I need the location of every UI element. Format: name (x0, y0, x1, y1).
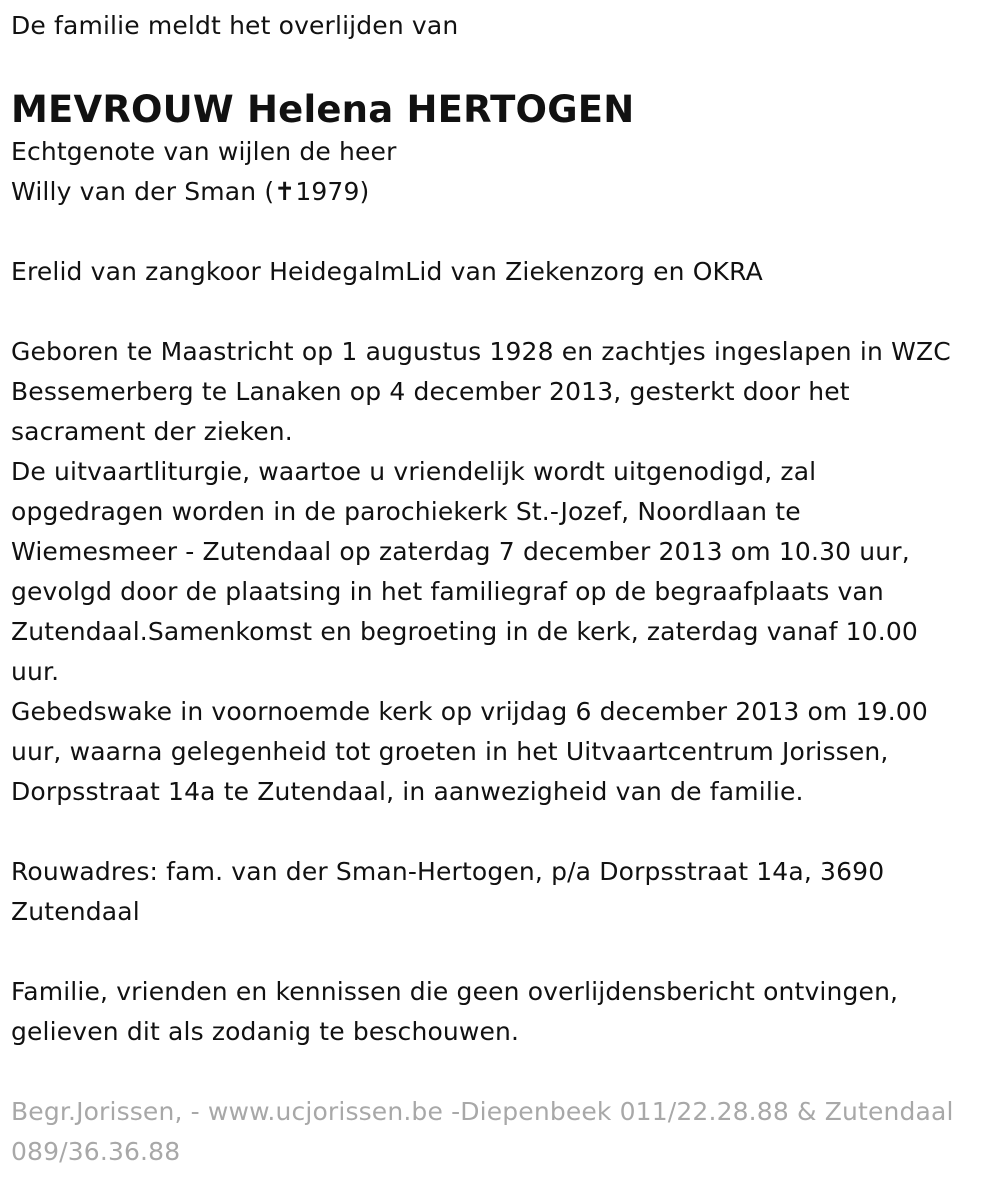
footer-line: Begr.Jorissen, - www.ucjorissen.be -Diepenbeek 011/22.28.88 & Zutendaal (11, 1097, 954, 1126)
details-line: gevolgd door de plaatsing in het familiegraf op de begraafplaats van (11, 577, 884, 606)
details-line: opgedragen worden in de parochiekerk St.-Jozef, Noordlaan te (11, 497, 801, 526)
deceased-name: MEVROUW Helena HERTOGEN (11, 88, 635, 131)
notice-line: Familie, vrienden en kennissen die geen overlijdensbericht ontvingen, (11, 977, 899, 1006)
footer-line: 089/36.36.88 (11, 1137, 181, 1166)
details-line: uur, waarna gelegenheid tot groeten in het Uitvaartcentrum Jorissen, (11, 737, 889, 766)
details-line: sacrament der zieken. (11, 417, 293, 446)
details-line: De uitvaartliturgie, waartoe u vriendelijk wordt uitgenodigd, zal (11, 457, 817, 486)
spacer (11, 932, 990, 972)
notice-line: gelieven dit als zodanig te beschouwen. (11, 1017, 520, 1046)
spouse-line: Willy van der Sman (✝1979) (11, 177, 370, 206)
details-section (11, 332, 990, 812)
details-line: Dorpsstraat 14a te Zutendaal, in aanwezigheid van de familie. (11, 777, 804, 806)
funeral-home-footer (11, 1092, 990, 1172)
address-line: Zutendaal (11, 897, 140, 926)
notice-section (11, 972, 990, 1052)
spacer (11, 292, 990, 332)
details-line: Wiemesmeer - Zutendaal op zaterdag 7 december 2013 om 10.30 uur, (11, 537, 910, 566)
intro-text: De familie meldt het overlijden van (11, 11, 459, 40)
spacer (11, 212, 990, 252)
spouse-section (11, 132, 990, 212)
spacer (11, 1052, 990, 1092)
details-line: Geboren te Maastricht op 1 augustus 1928 en zachtjes ingeslapen in WZC (11, 337, 951, 366)
address-section (11, 852, 990, 932)
memberships-text: Erelid van zangkoor HeidegalmLid van Ziekenzorg en OKRA (11, 257, 763, 286)
address-line: Rouwadres: fam. van der Sman-Hertogen, p/a Dorpsstraat 14a, 3690 (11, 857, 885, 886)
details-line: uur. (11, 657, 60, 686)
spouse-line: Echtgenote van wijlen de heer (11, 137, 397, 166)
details-line: Zutendaal.Samenkomst en begroeting in de kerk, zaterdag vanaf 10.00 (11, 617, 918, 646)
details-line: Gebedswake in voornoemde kerk op vrijdag 6 december 2013 om 19.00 (11, 697, 928, 726)
details-line: Bessemerberg te Lanaken op 4 december 2013, gesterkt door het (11, 377, 850, 406)
spacer (11, 812, 990, 852)
